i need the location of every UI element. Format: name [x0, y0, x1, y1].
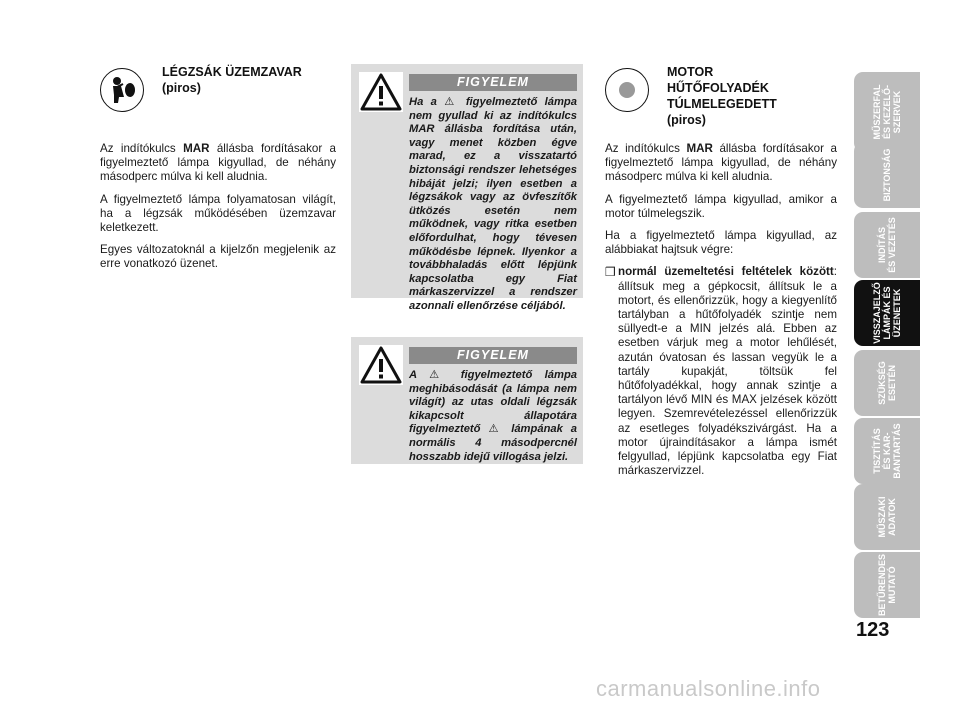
coolant-section: [605, 64, 837, 478]
tab-muszaki[interactable]: [854, 484, 920, 550]
tab-label: [872, 282, 902, 344]
bullet-text: [618, 265, 837, 478]
warning-box-2: [351, 337, 583, 464]
tab-visszajelzo[interactable]: [854, 280, 920, 346]
tab-line: VISSZAJELZŐ: [872, 282, 882, 344]
tab-line: ADATOK: [887, 498, 897, 536]
text: figyelmeztető lámpa nem gyullad ki az indítókulcs MAR állásba fordítása után, vagy menet közben égve marad, ez a visszatartó biztonsági rendszer lehetséges hibáját jelzi; ilyen esetben a légzsákok vagy az övfeszítők ütközés esetén nem működnek, vagy ritka esetben előfordulhat, hogy tévesen működésbe lépnek. Ilyenkor a továbbhaladás előtt lépjünk kapcsolatba egy Fiat márkaszervizzel a rendszer azonnali ellenőrzése céljából.: [409, 96, 577, 312]
tab-line: ÉS KAR-: [882, 432, 892, 470]
coolant-title-line-3: TÚLMELEGEDETT: [667, 97, 777, 111]
tab-line: MŰSZAKI: [877, 496, 887, 538]
warning-text-body: [357, 369, 577, 464]
coolant-bullet: [605, 265, 837, 478]
tab-label: [872, 423, 902, 478]
warning-label: FIGYELEM: [409, 74, 577, 91]
tab-line: LÁMPÁK ÉS: [882, 286, 892, 340]
checkbox-bullet-icon: ❒: [605, 265, 616, 280]
text: Az indítókulcs: [100, 142, 184, 155]
tab-tisztitas[interactable]: [854, 418, 920, 484]
warning-box-1: [351, 64, 583, 312]
coolant-paragraph-1: [605, 142, 837, 185]
tab-line: ÜZENETEK: [892, 288, 902, 338]
tab-line: MUTATÓ: [887, 566, 897, 604]
text: A: [409, 369, 430, 381]
airbag-paragraph-2: A figyelmeztető lámpa folyamatosan világít, ha a légzsák működésében üzemzavar keletkezett.: [100, 192, 336, 235]
tab-muszerfal[interactable]: [854, 72, 920, 152]
key-position: MAR: [183, 142, 210, 155]
coolant-paragraph-2: A figyelmeztető lámpa kigyullad, amikor a motor túlmelegszik.: [605, 192, 837, 220]
tab-line: SZÜKSÉG: [877, 361, 887, 405]
airbag-color: (piros): [162, 81, 201, 95]
page-number: 123: [856, 619, 890, 641]
warning-text: [357, 96, 577, 314]
tab-inditas[interactable]: [854, 212, 920, 278]
airbag-lamp-title: [162, 64, 302, 96]
tab-line: BETŰRENDES: [877, 553, 887, 617]
text: normál üzemeltetési feltételek között: [618, 265, 834, 279]
tab-label: [877, 497, 897, 538]
airbag-paragraph-1: [100, 142, 336, 185]
warning-text: [357, 369, 577, 464]
text: : állítsuk meg a gépkocsit, állítsuk le a motort, és ellenőrizzük, hogy a kiegyenlítő tartályban a hűtőfolyadék szintje nem süllyedt-e a MIN jelzés alá. Ebben az esetben várjuk meg a motor lehűlését, azután óvatosan és lassan vegyük le a tartály kupakját, töltsük fel hűtőfolyadékkal, hogy annak szintje a tartályon lévő MIN és MAX jelzések között legyen. Szemrevételezéssel ellenőrizzük az esetleges folyadékszivárgást. Ha a motor újraindításakor a lámpa ismét felgyullad, lépjünk kapcsolatba egy Fiat márkaszervizzel.: [618, 265, 837, 478]
watermark: carmanualsonline.info: [596, 676, 821, 701]
warning-text-body: [357, 96, 577, 314]
tab-szukseg[interactable]: [854, 350, 920, 416]
tab-label: [877, 361, 897, 405]
tab-betrendes[interactable]: [854, 552, 920, 618]
coolant-title-line-1: MOTOR: [667, 65, 714, 79]
text: Ha a: [409, 96, 445, 108]
text: figyelmeztető lámpa meghibásodását (a lámpa nem világít) az utas oldali légzsák kikapcsolt állapotára figyelmeztető: [409, 369, 578, 436]
airbag-paragraph-3: Egyes változatoknál a kijelzőn megjelenik az erre vonatkozó üzenet.: [100, 243, 336, 271]
airbag-title: LÉGZSÁK ÜZEMZAVAR: [162, 65, 302, 79]
tab-line: TISZTÍTÁS: [872, 428, 882, 474]
text: állásba fordításakor a figyelmeztető lámpa kigyullad, de néhány másodperc múlva ki kell aludnia.: [605, 142, 838, 184]
passenger-airbag-off-icon: ⚠: [488, 423, 504, 436]
tab-line: ESETÉN: [887, 364, 897, 402]
text: lámpának a normális 4 másodpercnél hosszabb idejű villogása jelzi.: [409, 423, 577, 463]
text: állásba fordításakor a figyelmeztető lámpa kigyullad, de néhány másodperc múlva ki kell aludnia.: [100, 142, 336, 184]
tab-label: [877, 217, 897, 273]
tab-line: ÉS KEZELŐ-: [882, 85, 892, 140]
tab-line: BIZTONSÁG: [882, 148, 892, 202]
airbag-lamp-header: [100, 64, 336, 142]
tab-line: ÉS VEZETÉS: [887, 217, 897, 273]
airbag-section: [100, 64, 336, 280]
tab-line: INDÍTÁS: [877, 227, 887, 263]
airbag-small-icon: ⚠: [429, 369, 449, 381]
warning-label: FIGYELEM: [409, 347, 577, 364]
coolant-lamp-title: [667, 64, 777, 128]
key-position: MAR: [686, 142, 713, 155]
airbag-warning-icon: [100, 68, 144, 112]
tab-label: [872, 85, 902, 140]
text: Az indítókulcs: [605, 142, 687, 155]
tab-line: SZERVEK: [892, 90, 902, 134]
coolant-temperature-icon: [605, 68, 649, 112]
tab-line: BANTARTÁS: [892, 423, 902, 479]
coolant-paragraph-3: Ha a figyelmeztető lámpa kigyullad, az alábbiakat hajtsuk végre:: [605, 229, 837, 257]
airbag-small-icon: ⚠: [444, 96, 459, 108]
tab-label: [882, 149, 892, 202]
coolant-title-line-2: HŰTŐFOLYADÉK: [667, 81, 769, 95]
coolant-color: (piros): [667, 113, 706, 127]
tab-label: [877, 554, 897, 616]
tab-line: MŰSZERFAL: [872, 84, 882, 140]
tab-biztonsag[interactable]: [854, 142, 920, 208]
coolant-lamp-header: [605, 64, 837, 142]
